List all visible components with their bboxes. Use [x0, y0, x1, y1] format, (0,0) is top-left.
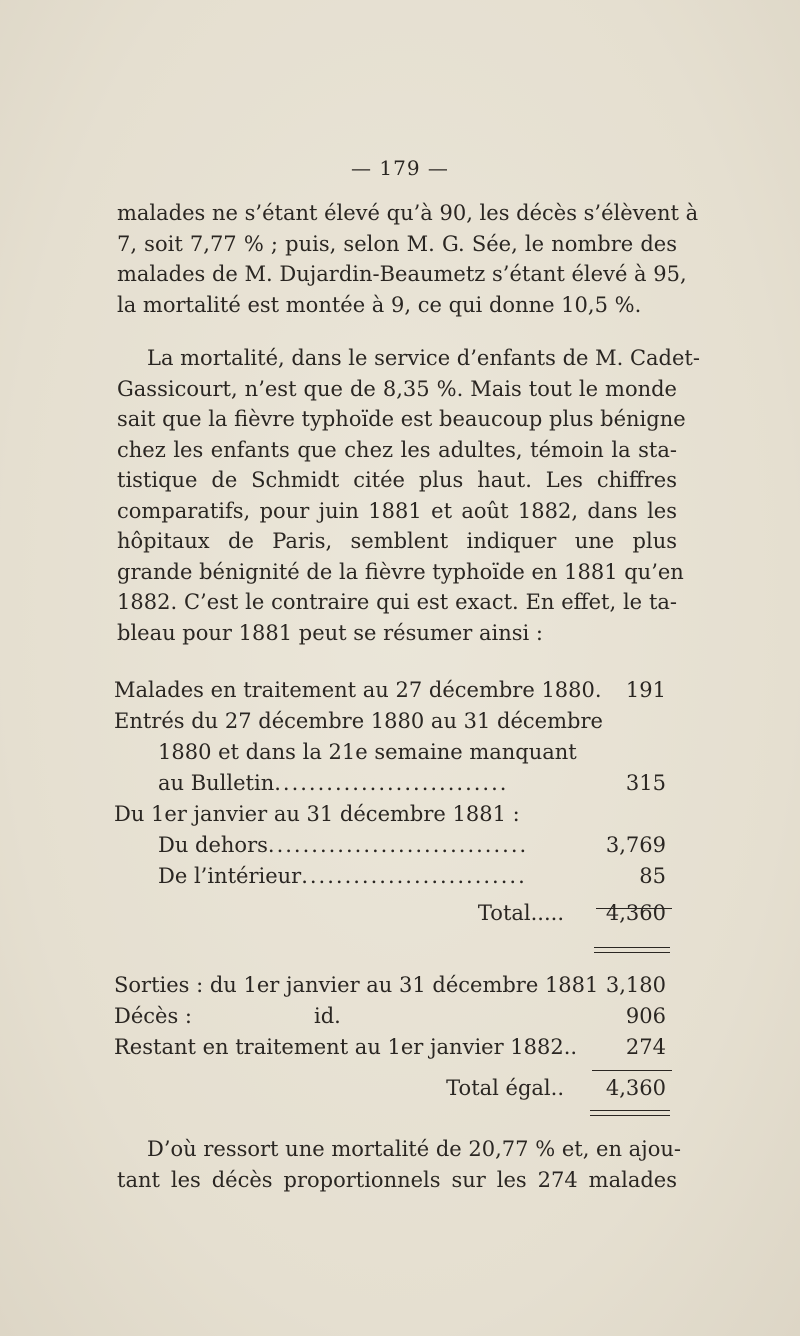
- text-line: tistique de Schmidt citée plus haut. Les chiffres: [117, 468, 677, 492]
- table-row: [114, 706, 674, 737]
- text-line: Gassicourt, n’est que de 8,35 %. Mais tout le monde: [117, 376, 677, 401]
- table-row: [114, 1001, 674, 1032]
- row-value: 191: [625, 678, 666, 702]
- table-row: [114, 737, 674, 768]
- row-label: Sorties : du 1er janvier au 31 décembre 1881: [114, 973, 599, 997]
- row-value: 906: [625, 1004, 666, 1028]
- paragraph-2: [117, 343, 700, 648]
- paragraph-1: [117, 198, 699, 320]
- row-label: [158, 830, 528, 861]
- text-line: La mortalité, dans le service d’enfants de M. Cadet-: [147, 346, 700, 370]
- table-row: [114, 1032, 674, 1063]
- total-label: Total.....: [477, 901, 564, 925]
- row-label: Malades en traitement au 27 décembre 1880.: [114, 678, 602, 702]
- text-line: D’où ressort une mortalité de 20,77 % et, en ajou-: [147, 1137, 681, 1161]
- table-row: [114, 861, 674, 892]
- table-row: [114, 768, 674, 799]
- label-text: au Bulletin: [158, 771, 275, 795]
- table-total-row: [114, 898, 674, 929]
- row-label: [158, 768, 508, 799]
- leader-dots: ..........................: [301, 864, 527, 888]
- text-line: malades de M. Dujardin-Beaumetz s’étant élevé à 95,: [117, 262, 687, 286]
- leader-dots: ..............................: [267, 833, 529, 857]
- row-value: 3,769: [605, 833, 666, 857]
- text-line: grande bénignité de la fièvre typhoïde en 1881 qu’en: [117, 559, 684, 584]
- label-text: De l’intérieur: [158, 864, 302, 888]
- text-line: tant les décès proportionnels sur les 274 malades: [117, 1167, 677, 1192]
- row-value: 85: [639, 864, 666, 888]
- page-number: — 179 —: [351, 156, 449, 180]
- row-label: Du 1er janvier au 31 décembre 1881 :: [114, 802, 520, 826]
- table-row: [114, 799, 674, 830]
- text-line: malades ne s’étant élevé qu’à 90, les décès s’élèvent à: [117, 201, 699, 225]
- label-text: Du dehors: [158, 833, 268, 857]
- row-label: 1880 et dans la 21e semaine manquant: [158, 740, 577, 764]
- text-line: 7, soit 7,77 % ; puis, selon M. G. Sée, le nombre des: [117, 231, 677, 256]
- total-value: 4,360: [605, 901, 666, 925]
- row-value: 3,180: [605, 973, 666, 997]
- double-rule: [590, 1110, 670, 1116]
- text-line: hôpitaux de Paris, semblent indiquer une plus: [117, 529, 677, 553]
- row-value: 274: [625, 1035, 666, 1059]
- row-value: 315: [625, 771, 666, 795]
- text-line: chez les enfants que chez les adultes, témoin la sta-: [117, 437, 677, 462]
- total-value: 4,360: [605, 1076, 666, 1100]
- text-line: sait que la fièvre typhoïde est beaucoup plus bénigne: [117, 407, 686, 431]
- row-ditto: id.: [314, 1004, 341, 1028]
- row-label: [158, 861, 527, 892]
- text-line: 1882. C’est le contraire qui est exact. En effet, le ta-: [117, 590, 677, 614]
- leader-dots: ...........................: [274, 771, 509, 795]
- row-label: Entrés du 27 décembre 1880 au 31 décembre: [114, 709, 603, 733]
- text-line: comparatifs, pour juin 1881 et août 1882, dans les: [117, 498, 677, 523]
- statistics-table-2: [114, 970, 674, 1104]
- table-total-row: [114, 1073, 674, 1104]
- text-line: la mortalité est montée à 9, ce qui donne 10,5 %.: [117, 292, 642, 317]
- row-label: Restant en traitement au 1er janvier 1882..: [114, 1035, 578, 1059]
- table-row: [114, 970, 674, 1001]
- table-row: [114, 675, 674, 706]
- sum-rule: [592, 1070, 672, 1071]
- paragraph-3: [117, 1134, 681, 1195]
- double-rule: [594, 947, 670, 953]
- statistics-table-1: [114, 675, 674, 929]
- row-label: Décès :: [114, 1004, 192, 1028]
- table-row: [114, 830, 674, 861]
- text-line: bleau pour 1881 peut se résumer ainsi :: [117, 620, 543, 645]
- total-label: Total égal..: [446, 1076, 564, 1100]
